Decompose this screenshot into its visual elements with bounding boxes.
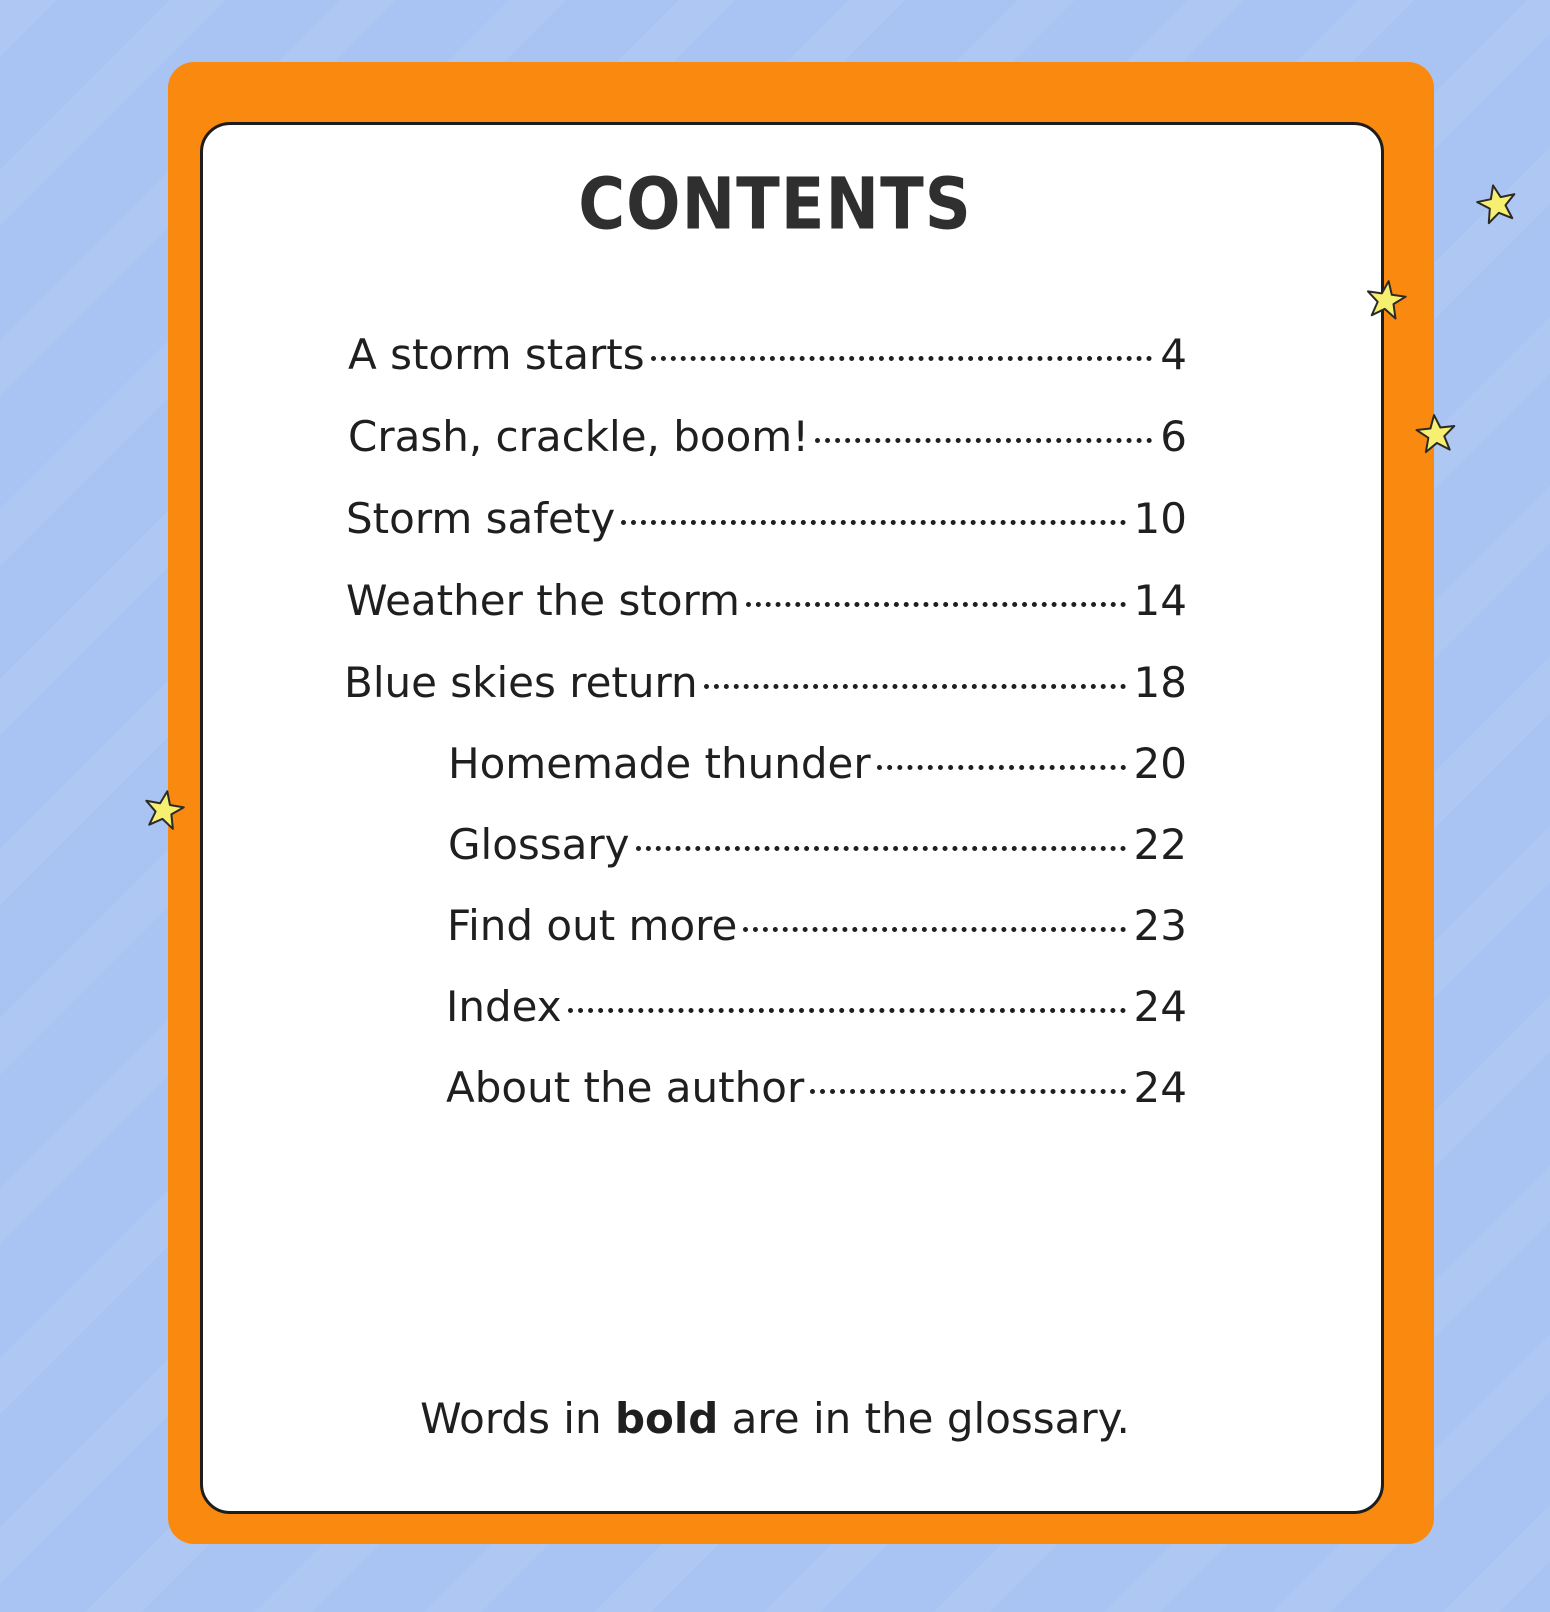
toc-leader-dots [568,1008,1126,1013]
toc-leader-dots [815,438,1152,443]
toc-entry-label: Blue skies return [344,658,698,707]
toc-entry-page: 24 [1133,982,1187,1031]
toc-entry[interactable] [446,982,1187,1038]
toc-leader-dots [621,520,1125,525]
toc-entry-page: 20 [1133,739,1187,788]
toc-entry[interactable] [446,1063,1187,1119]
toc-entry-page: 24 [1133,1063,1187,1112]
star-icon [1412,410,1460,458]
toc-entry[interactable] [448,820,1187,876]
toc-entry[interactable] [348,412,1187,468]
glossary-note-after: are in the glossary. [718,1394,1130,1443]
toc-entry-label: Weather the storm [346,576,740,625]
toc-entry-label: Glossary [448,820,630,869]
toc-leader-dots [877,765,1126,770]
glossary-note [0,1394,1550,1443]
star-icon [1471,178,1523,230]
toc-entry-label: Storm safety [346,494,616,543]
toc-leader-dots [636,846,1126,851]
toc-entry-page: 23 [1133,901,1187,950]
toc-entry[interactable] [348,330,1187,386]
toc-leader-dots [651,356,1153,361]
toc-entry[interactable] [346,576,1187,632]
page-title: CONTENTS [578,163,972,247]
toc-entry-label: About the author [446,1063,805,1112]
star-icon [139,785,190,836]
toc-entry-label: Homemade thunder [448,739,871,788]
toc-leader-dots [743,927,1125,932]
toc-entry-label: A storm starts [348,330,645,379]
toc-leader-dots [810,1089,1125,1094]
toc-leader-dots [704,684,1126,689]
toc-entry-page: 18 [1133,658,1187,707]
toc-entry-page: 4 [1160,330,1187,379]
toc-entry-label: Crash, crackle, boom! [348,412,810,461]
glossary-note-before: Words in [420,1394,615,1443]
toc-entry-label: Index [446,982,562,1031]
toc-leader-dots [746,602,1126,607]
toc-entry[interactable] [447,901,1187,957]
toc-entry[interactable] [448,739,1187,795]
toc-entry[interactable] [344,658,1187,714]
star-icon [1361,275,1411,325]
toc-entry[interactable] [346,494,1187,550]
toc-entry-page: 10 [1133,494,1187,543]
toc-entry-label: Find out more [447,901,738,950]
toc-entry-page: 6 [1160,412,1187,461]
toc-entry-page: 22 [1133,820,1187,869]
toc-entry-page: 14 [1133,576,1187,625]
glossary-note-bold: bold [614,1394,719,1443]
